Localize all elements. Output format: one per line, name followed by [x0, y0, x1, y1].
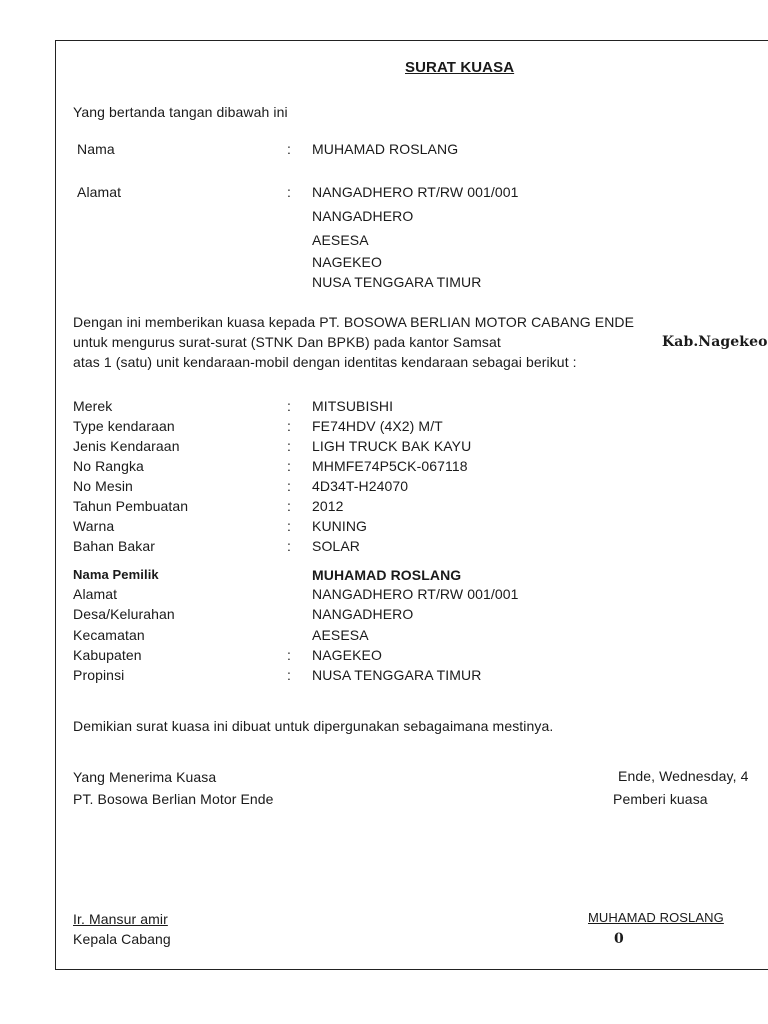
owner-value: NAGEKEO — [312, 647, 382, 663]
vehicle-label: Merek — [73, 398, 113, 414]
vehicle-label: Tahun Pembuatan — [73, 498, 189, 514]
colon: : — [287, 498, 291, 514]
grantor-address-line: AESESA — [312, 232, 369, 248]
vehicle-value: 2012 — [312, 498, 344, 514]
vehicle-label: No Rangka — [73, 458, 144, 474]
owner-value: NANGADHERO RT/RW 001/001 — [312, 586, 519, 602]
vehicle-value: MHMFE74P5CK-067118 — [312, 458, 468, 474]
vehicle-value: FE74HDV (4X2) M/T — [312, 418, 443, 434]
vehicle-label: Bahan Bakar — [73, 538, 156, 554]
vehicle-value: MITSUBISHI — [312, 398, 394, 414]
grantor-address-line: NANGADHERO RT/RW 001/001 — [312, 184, 519, 200]
colon: : — [287, 141, 291, 157]
grantor-name-label: Nama — [77, 141, 115, 157]
place-date: Ende, Wednesday, 4 — [618, 768, 749, 784]
owner-name-value: MUHAMAD ROSLANG — [312, 567, 462, 583]
colon: : — [287, 398, 291, 414]
document-title: SURAT KUASA — [405, 59, 515, 76]
owner-label: Propinsi — [73, 667, 125, 683]
colon: : — [287, 518, 291, 534]
vehicle-label: Type kendaraan — [73, 418, 175, 434]
body-line-3: atas 1 (satu) unit kendaraan-mobil dengan identitas kendaraan sebagai berikut : — [73, 354, 577, 370]
colon: : — [287, 667, 291, 683]
receiver-name: Ir. Mansur amir — [73, 911, 168, 927]
owner-value: NANGADHERO — [312, 606, 414, 622]
colon: : — [287, 478, 291, 494]
owner-label: Alamat — [73, 586, 118, 602]
owner-label: Kabupaten — [73, 647, 142, 663]
colon: : — [287, 418, 291, 434]
vehicle-value: LIGH TRUCK BAK KAYU — [312, 438, 472, 454]
owner-name-label: Nama Pemilik — [73, 567, 159, 582]
body-line-1: Dengan ini memberikan kuasa kepada PT. BOSOWA BERLIAN MOTOR CABANG ENDE — [73, 314, 635, 330]
body-line-2: untuk mengurus surat-surat (STNK Dan BPKB) pada kantor Samsat — [73, 334, 501, 350]
colon: : — [287, 538, 291, 554]
vehicle-label: No Mesin — [73, 478, 133, 494]
grantor-address-line: NANGADHERO — [312, 208, 414, 224]
receiver-company: PT. Bosowa Berlian Motor Ende — [73, 791, 274, 807]
vehicle-value: 4D34T-H24070 — [312, 478, 409, 494]
colon: : — [287, 438, 291, 454]
owner-value: AESESA — [312, 627, 369, 643]
vehicle-label: Jenis Kendaraan — [73, 438, 180, 454]
giver-heading: Pemberi kuasa — [613, 791, 708, 807]
receiver-title: Kepala Cabang — [73, 931, 171, 947]
colon: : — [287, 647, 291, 663]
samsat-place: Kab.Nagekeo — [662, 334, 768, 350]
vehicle-value: KUNING — [312, 518, 368, 534]
owner-value: NUSA TENGGARA TIMUR — [312, 667, 482, 683]
vehicle-label: Warna — [73, 518, 115, 534]
owner-label: Kecamatan — [73, 627, 145, 643]
colon: : — [287, 458, 291, 474]
giver-name: MUHAMAD ROSLANG — [588, 910, 724, 925]
receiver-heading: Yang Menerima Kuasa — [73, 769, 217, 785]
grantor-address-line: NUSA TENGGARA TIMUR — [312, 274, 482, 290]
grantor-name-value: MUHAMAD ROSLANG — [312, 141, 459, 157]
grantor-address-line: NAGEKEO — [312, 254, 382, 270]
intro-text: Yang bertanda tangan dibawah ini — [73, 104, 288, 120]
vehicle-value: SOLAR — [312, 538, 360, 554]
closing-text: Demikian surat kuasa ini dibuat untuk dipergunakan sebagaimana mestinya. — [73, 718, 554, 734]
grantor-address-label: Alamat — [77, 184, 122, 200]
giver-number: 0 — [614, 931, 624, 947]
owner-label: Desa/Kelurahan — [73, 606, 175, 622]
colon: : — [287, 184, 291, 200]
